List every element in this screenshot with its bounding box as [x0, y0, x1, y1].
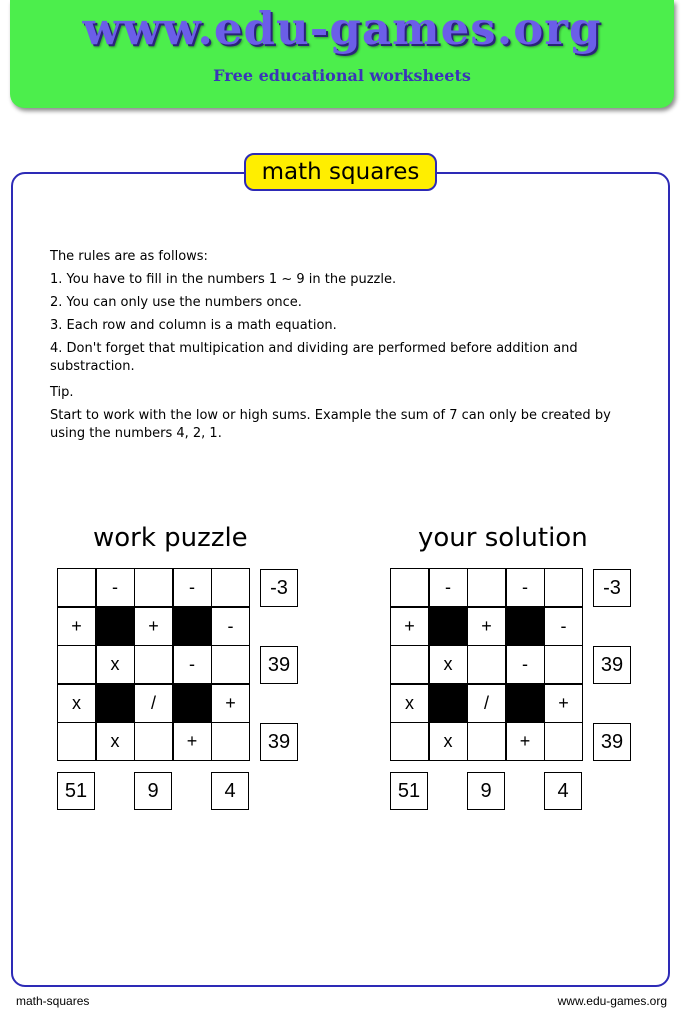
answer-cell[interactable]: [211, 645, 250, 684]
site-title[interactable]: www.edu-games.org: [82, 2, 602, 55]
operator-cell: +: [134, 607, 173, 646]
operator-cell: -: [173, 645, 212, 684]
operator-cell: +: [390, 607, 429, 646]
row-result-box: -3: [593, 569, 631, 607]
operator-cell: x: [429, 645, 468, 684]
answer-cell[interactable]: [390, 645, 429, 684]
footer-right[interactable]: www.edu-games.org: [557, 994, 667, 1008]
answer-cell[interactable]: [57, 645, 96, 684]
header-banner: [10, 0, 674, 108]
operator-cell: -: [96, 568, 135, 607]
operator-cell: x: [96, 645, 135, 684]
operator-cell: x: [96, 722, 135, 761]
operator-cell: /: [467, 684, 506, 723]
blocked-cell: [506, 684, 545, 723]
operator-cell: -: [506, 568, 545, 607]
tip-label: Tip.: [50, 385, 74, 400]
work-puzzle-title: work puzzle: [93, 523, 248, 553]
row-result-box: 39: [593, 723, 631, 761]
operator-cell: -: [211, 607, 250, 646]
rule-2: 2. You can only use the numbers once.: [50, 295, 302, 310]
answer-cell[interactable]: [134, 645, 173, 684]
operator-cell: +: [173, 722, 212, 761]
blocked-cell: [96, 607, 135, 646]
column-result-box: 51: [390, 772, 428, 810]
site-subtitle: Free educational worksheets: [213, 66, 471, 85]
answer-cell[interactable]: [544, 568, 583, 607]
answer-cell[interactable]: [544, 645, 583, 684]
solution-puzzle: [390, 568, 660, 813]
rules-intro: The rules are as follows:: [50, 249, 208, 264]
operator-cell: /: [134, 684, 173, 723]
answer-cell[interactable]: [57, 568, 96, 607]
answer-cell[interactable]: [390, 568, 429, 607]
answer-cell[interactable]: [57, 722, 96, 761]
row-result-box: 39: [593, 646, 631, 684]
operator-cell: +: [544, 684, 583, 723]
blocked-cell: [506, 607, 545, 646]
blocked-cell: [173, 607, 212, 646]
operator-cell: +: [211, 684, 250, 723]
column-result-box: 9: [467, 772, 505, 810]
operator-cell: -: [173, 568, 212, 607]
operator-cell: +: [467, 607, 506, 646]
blocked-cell: [173, 684, 212, 723]
answer-cell[interactable]: [211, 722, 250, 761]
answer-cell[interactable]: [390, 722, 429, 761]
operator-cell: x: [390, 684, 429, 723]
work-puzzle: [57, 568, 327, 813]
blocked-cell: [96, 684, 135, 723]
tip-text: Start to work with the low or high sums. Example the sum of 7 can only be created by using the numbers 4, 2, 1.: [50, 408, 611, 441]
answer-cell[interactable]: [211, 568, 250, 607]
rule-3: 3. Each row and column is a math equation.: [50, 318, 337, 333]
operator-cell: +: [57, 607, 96, 646]
column-result-box: 9: [134, 772, 172, 810]
operator-cell: x: [429, 722, 468, 761]
rules-section: [50, 245, 640, 448]
answer-cell[interactable]: [544, 722, 583, 761]
answer-cell[interactable]: [467, 722, 506, 761]
rule-4: 4. Don't forget that multipication and dividing are performed before addition and substraction.: [50, 341, 578, 374]
row-result-box: 39: [260, 646, 298, 684]
answer-cell[interactable]: [134, 722, 173, 761]
operator-cell: -: [544, 607, 583, 646]
answer-cell[interactable]: [134, 568, 173, 607]
row-result-box: 39: [260, 723, 298, 761]
column-result-box: 51: [57, 772, 95, 810]
footer-left: math-squares: [16, 994, 90, 1008]
blocked-cell: [429, 684, 468, 723]
operator-cell: -: [506, 645, 545, 684]
row-result-box: -3: [260, 569, 298, 607]
answer-cell[interactable]: [467, 645, 506, 684]
operator-cell: +: [506, 722, 545, 761]
answer-cell[interactable]: [467, 568, 506, 607]
rule-1: 1. You have to fill in the numbers 1 ~ 9 in the puzzle.: [50, 272, 397, 287]
worksheet-title: math squares: [244, 153, 437, 191]
operator-cell: x: [57, 684, 96, 723]
solution-puzzle-title: your solution: [418, 523, 588, 553]
column-result-box: 4: [211, 772, 249, 810]
blocked-cell: [429, 607, 468, 646]
operator-cell: -: [429, 568, 468, 607]
column-result-box: 4: [544, 772, 582, 810]
